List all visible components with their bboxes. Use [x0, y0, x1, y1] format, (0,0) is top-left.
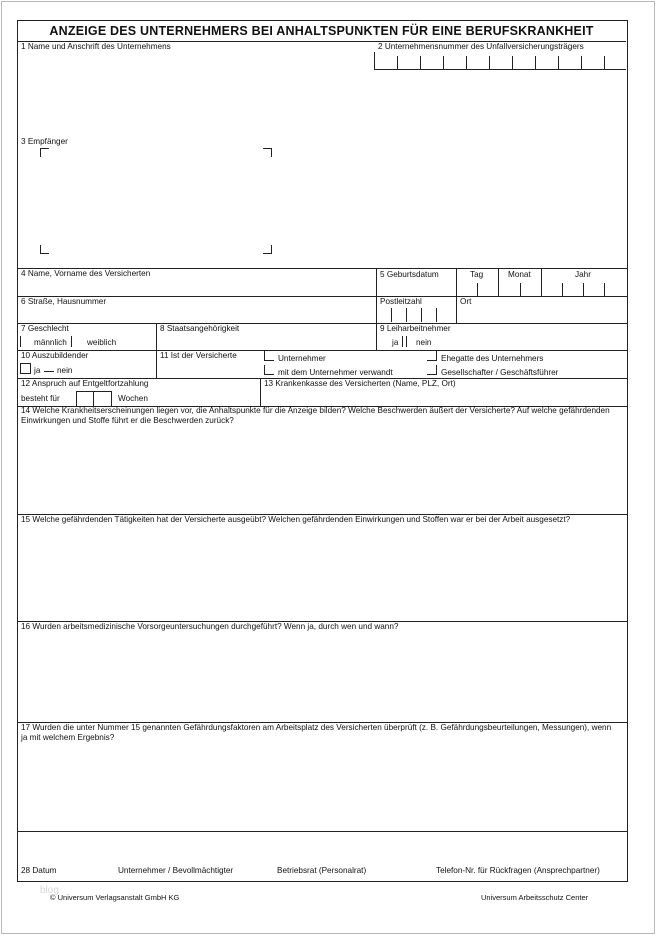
field-28-phone-label: Telefon-Nr. für Rückfragen (Ansprechpartner): [436, 866, 600, 875]
checkups-textarea[interactable]: [18, 635, 625, 722]
zip-label: Postleitzahl: [380, 297, 422, 306]
field-5-label: 5 Geburtsdatum: [380, 270, 439, 279]
gender-male-label: männlich: [34, 338, 67, 347]
temp-worker-yes-label: ja: [392, 338, 399, 347]
field-11-label: 11 Ist der Versicherte: [160, 351, 237, 360]
birth-day-label: Tag: [470, 270, 484, 279]
birth-year-label: Jahr: [575, 270, 591, 279]
nationality-input[interactable]: [158, 335, 374, 349]
field-4-label: 4 Name, Vorname des Versicherten: [21, 269, 151, 278]
field-1-label: 1 Name und Anschrift des Unternehmens: [21, 42, 171, 51]
watermark: blog: [40, 885, 59, 896]
temp-worker-yes-checkbox[interactable]: [392, 336, 404, 348]
gender-female-label: weiblich: [87, 338, 117, 347]
relation-spouse-label: Ehegatte des Unternehmers: [441, 354, 544, 363]
trainee-yes-checkbox[interactable]: [20, 363, 42, 375]
footer-copyright: © Universum Verlagsanstalt GmbH KG: [50, 893, 180, 902]
relation-entrepreneur-checkbox[interactable]: [264, 351, 364, 363]
city-input[interactable]: [457, 308, 625, 322]
temp-worker-no-checkbox[interactable]: [406, 336, 436, 348]
street-input[interactable]: [18, 308, 374, 322]
field-10-label: 10 Auszubildender: [21, 351, 89, 360]
field-8-label: 8 Staatsangehörigkeit: [160, 324, 240, 333]
field-14-label: 14 Welche Krankheitserscheinungen liegen vor, die Anhaltspunkte für die Anzeige bilden? Welche Beschwerden äußert der Versicherte? Auf welche gefährdenden Einwirkungen und Stoffe führt er die Beschwerden zurück?: [21, 406, 610, 425]
relation-shareholder-checkbox[interactable]: [427, 365, 587, 377]
footer-publisher: Universum Arbeitsschutz Center: [481, 893, 589, 902]
gender-female-checkbox[interactable]: [71, 336, 125, 348]
risk-assessment-textarea[interactable]: [18, 747, 625, 831]
field-3-label: 3 Empfänger: [21, 137, 68, 146]
field-28-date-label: 28 Datum: [21, 866, 57, 875]
field-15-label: 15 Welche gefährdenden Tätigkeiten hat der Versicherte ausgeübt? Welchen gefährdenden Einwirkungen und Stoffen war er bei der Arbeit ausgesetzt?: [21, 515, 571, 524]
continued-pay-weeks-input[interactable]: [76, 391, 112, 406]
zip-input[interactable]: [377, 308, 455, 322]
relation-entrepreneur-label: Unternehmer: [278, 354, 326, 363]
symptoms-textarea[interactable]: [18, 430, 625, 514]
activities-textarea[interactable]: [18, 538, 625, 621]
field-16-label: 16 Wurden arbeitsmedizinische Vorsorgeuntersuchungen durchgeführt? Wenn ja, durch wen und wann?: [21, 622, 399, 631]
field-2-label: 2 Unternehmensnummer des Unfallversicherungsträgers: [378, 42, 584, 51]
gender-male-checkbox[interactable]: [20, 336, 70, 348]
field-28-employer-label: Unternehmer / Bevollmächtigter: [118, 866, 234, 875]
unfallversicherung-number-input[interactable]: [374, 52, 626, 70]
trainee-yes-label: ja: [34, 366, 41, 375]
relation-shareholder-label: Gesellschafter / Geschäftsführer: [441, 368, 559, 377]
field-12-label: 12 Anspruch auf Entgeltfortzahlung: [21, 379, 149, 388]
form-title: ANZEIGE DES UNTERNEHMERS BEI ANHALTSPUNKTEN FÜR EINE BERUFSKRANKHEIT: [17, 20, 626, 42]
weeks-label: Wochen: [118, 394, 148, 403]
trainee-no-label: nein: [57, 366, 73, 375]
relation-relative-label: mit dem Unternehmer verwandt: [278, 368, 393, 377]
field-13-label: 13 Krankenkasse des Versicherten (Name, PLZ, Ort): [264, 379, 456, 388]
health-insurance-input[interactable]: [262, 390, 625, 406]
trainee-no-checkbox[interactable]: [44, 363, 80, 375]
city-label: Ort: [460, 297, 472, 306]
recipient-address-area[interactable]: [40, 148, 272, 254]
field-6-label: 6 Straße, Hausnummer: [21, 297, 107, 306]
field-9-label: 9 Leiharbeitnehmer: [380, 324, 451, 333]
relation-relative-checkbox[interactable]: [264, 365, 414, 377]
birth-date-input[interactable]: [457, 280, 625, 295]
relation-spouse-checkbox[interactable]: [427, 351, 577, 363]
birth-month-label: Monat: [508, 270, 531, 279]
field-28-council-label: Betriebsrat (Personalrat): [277, 866, 367, 875]
continued-pay-label: besteht für: [21, 394, 60, 403]
insured-name-input[interactable]: [18, 280, 374, 295]
company-address-input[interactable]: [18, 52, 368, 134]
signature-area[interactable]: [18, 832, 625, 862]
field-17-label: 17 Wurden die unter Nummer 15 genannten Gefährdungsfaktoren am Arbeitsplatz des Versicherten überprüft (z. B. Gefährdungsbeurteilungen, Messungen), wenn ja mit welchem Ergebnis?: [21, 723, 612, 742]
field-7-label: 7 Geschlecht: [21, 324, 69, 333]
temp-worker-no-label: nein: [416, 338, 432, 347]
